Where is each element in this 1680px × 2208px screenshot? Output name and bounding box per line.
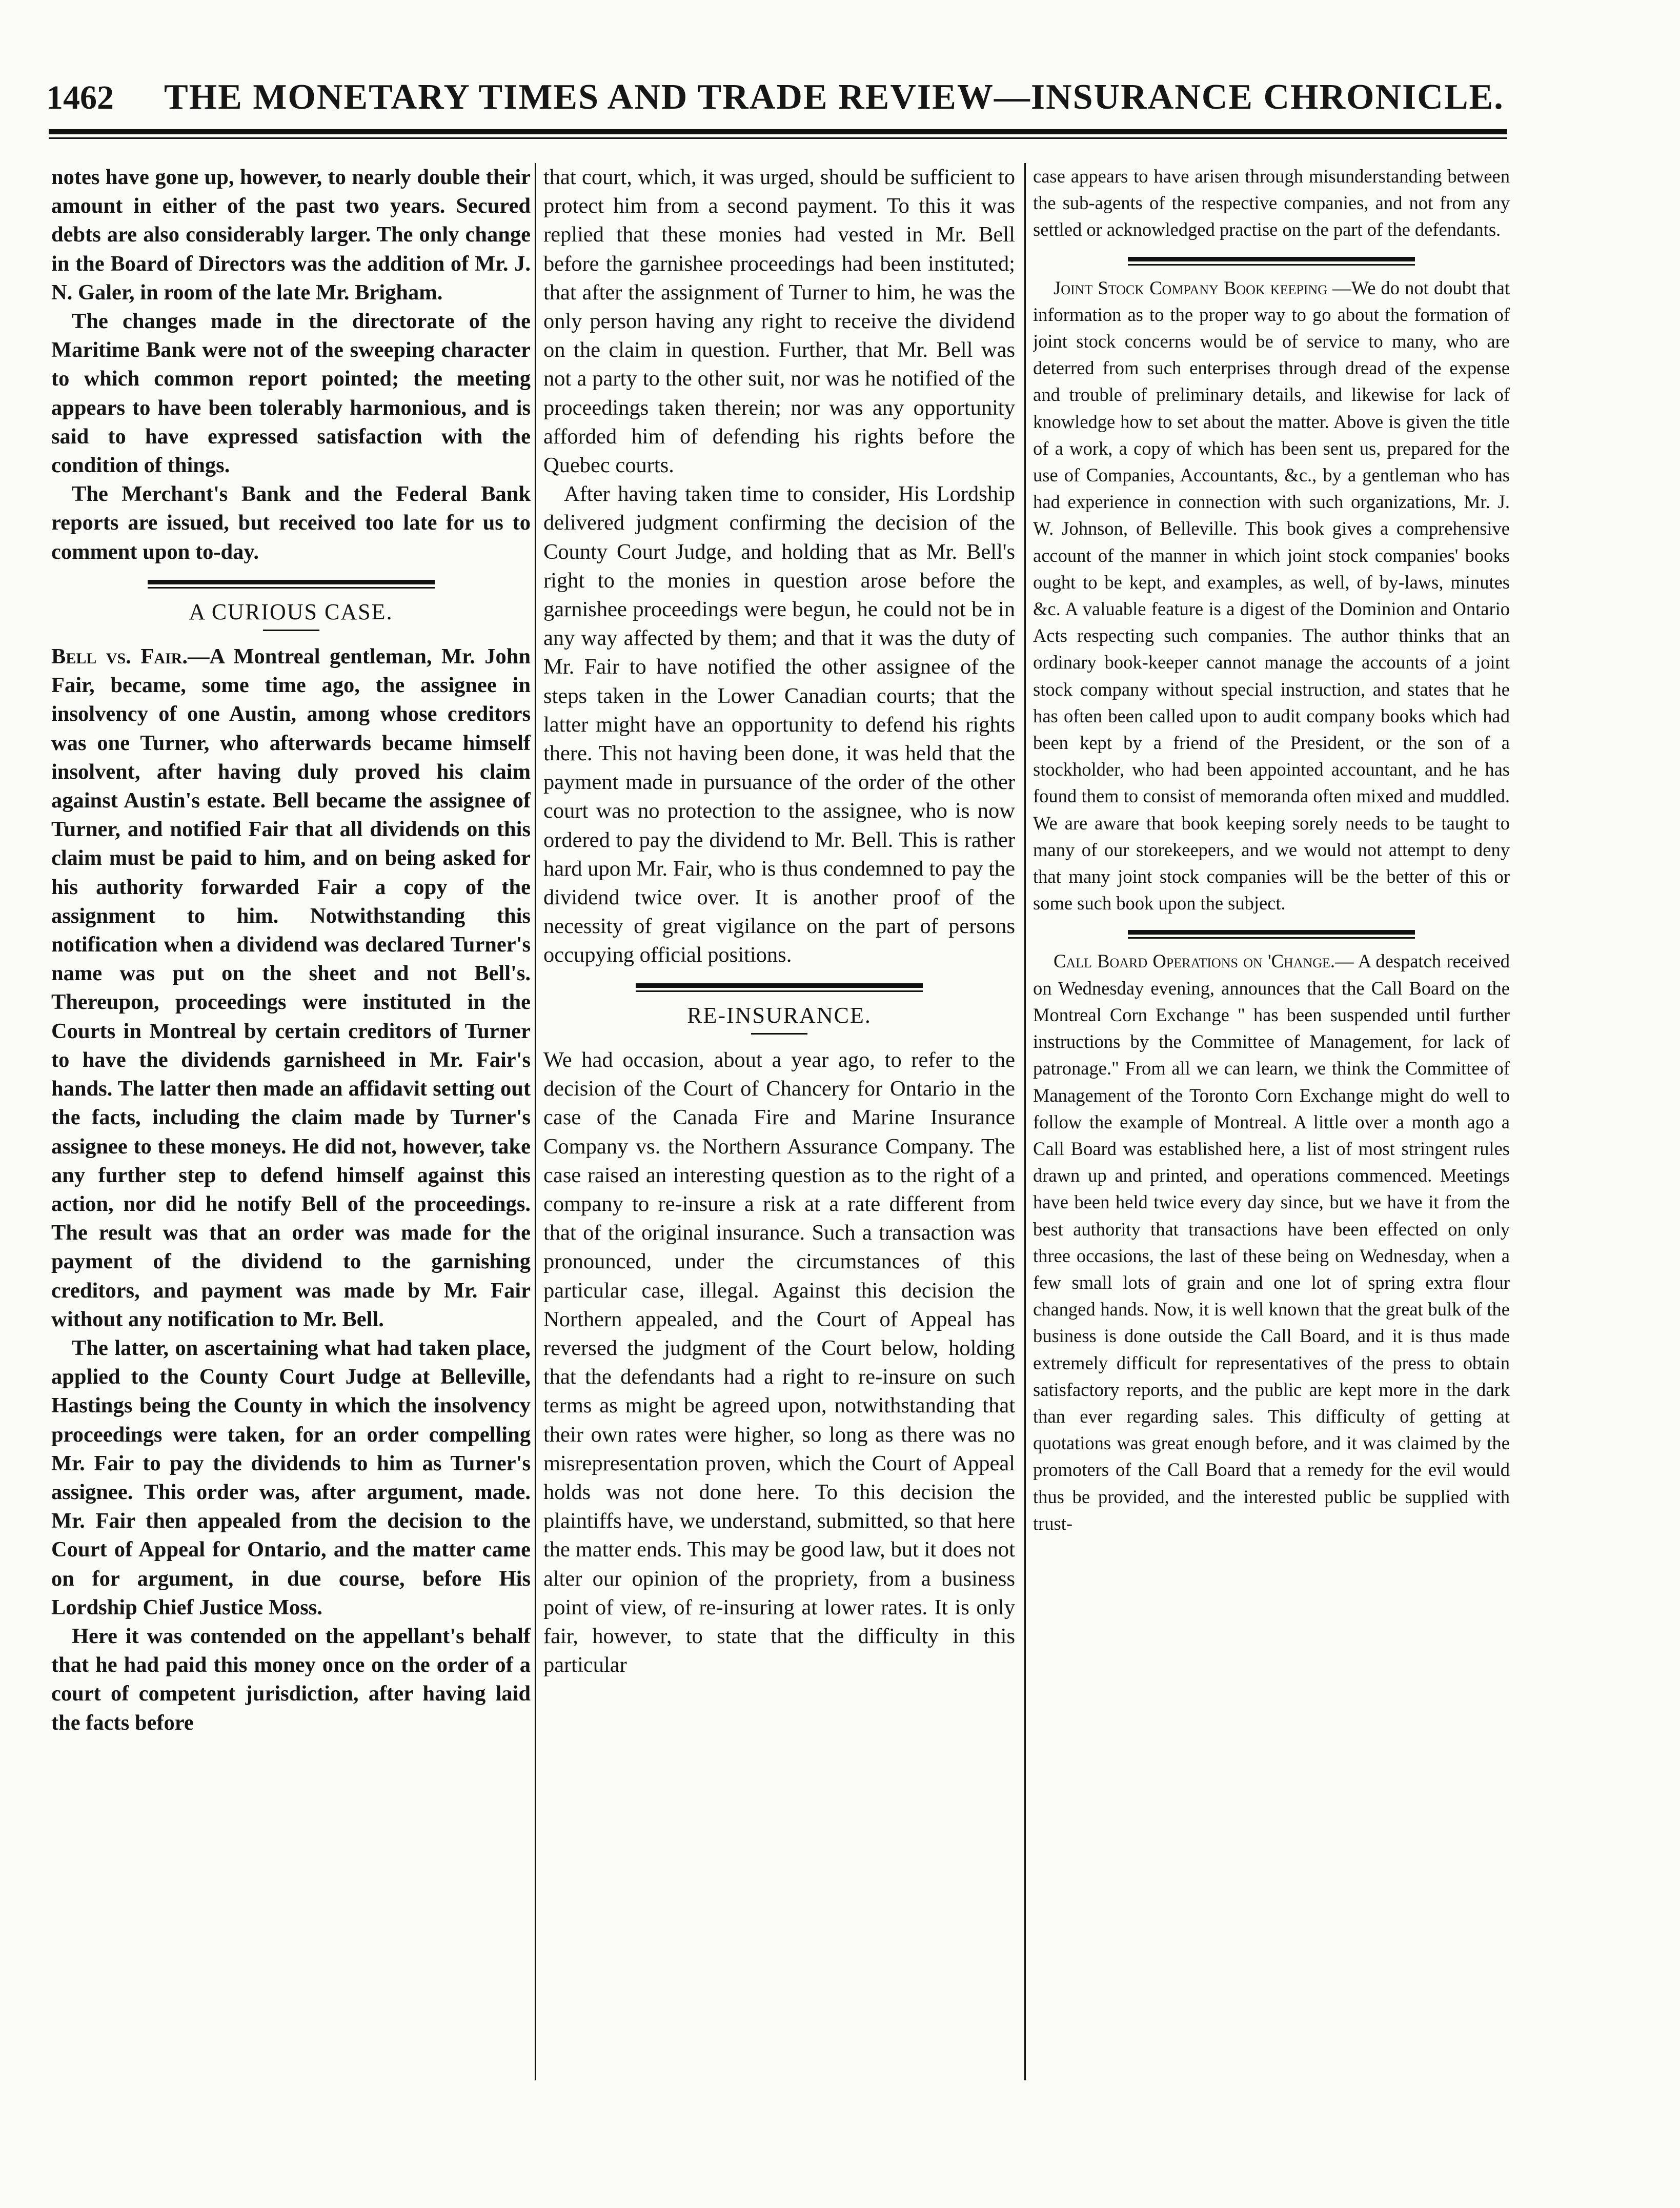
section-heading: RE-INSURANCE. xyxy=(687,1002,872,1028)
page-number: 1462 xyxy=(46,79,114,116)
case-title: Bell vs. Fair. xyxy=(51,644,188,669)
paragraph xyxy=(1033,948,1510,1536)
paragraph-text: —We do not doubt that information as to the proper way to go about the formation of joint stock concerns would be of service to many, who are deterred from such enterprises through dread of the expense and trouble of preliminary details, and likewise for lack of knowledge how to set about the matter. Above is given the title of a work, a copy of which has been sent us, prepared for the use of Companies, Accountants, &c., by a gentleman who has had experience in connection with such organizations, Mr. J. W. Johnson, of Belleville. This book gives a comprehensive account of the manner in which joint stock companies' books ought to be kept, and examples, as well, of by-laws, minutes &c. A valuable feature is a digest of the Dominion and Ontario Acts respecting such companies. The author thinks that an ordinary book-keeper cannot manage the accounts of a joint stock company without special instruction, and states that he has often been called upon to audit company books which had been kept by a friend of the President, or the son of a stockholder, who had been appointed accountant, and he has found them to consist of memoranda often mixed and muddled. We are aware that book keeping sorely needs to be taught to many of our storekeepers, and we would not attempt to deny that many joint stock companies will be the better of this or some such book upon the subject. xyxy=(1033,277,1510,914)
page-header xyxy=(46,77,1512,133)
paragraph: The changes made in the directorate of the Maritime Bank were not of the sweeping character to which common report pointed; the meeting appears to have been tolerably harmonious, and is said to have expressed satisfaction with the condition of things. xyxy=(51,309,531,478)
section-heading: A CURIOUS CASE. xyxy=(189,599,393,624)
paragraph-lead: Joint Stock Company Book keeping xyxy=(1054,277,1328,298)
heading-rule xyxy=(263,630,319,631)
journal-title: THE MONETARY TIMES AND TRADE REVIEW—INSURANCE CHRONICLE. xyxy=(164,77,1504,117)
heading-rule xyxy=(751,1033,807,1035)
column-divider xyxy=(1024,163,1026,2080)
paragraph: The Merchant's Bank and the Federal Bank reports are issued, but received too late for us to comment upon to-day. xyxy=(51,482,531,564)
paragraph xyxy=(1033,275,1510,917)
paragraph-text: —A Montreal gentleman, Mr. John Fair, became, some time ago, the assignee in insolvency of one Austin, among whose creditors was one Turner, who afterwards became himself insolvent, after having duly proved his claim against Austin's estate. Bell became the assignee of Turner, and notified Fair that all dividends on this claim must be paid to him, and on being asked for his authority forwarded Fair a copy of the assignment to him. Notwithstanding this notification when a dividend was declared Turner's name was put on the sheet and not Bell's. Thereupon, proceedings were instituted in the Courts in Montreal by certain creditors of Turner to have the dividends garnisheed in Mr. Fair's hands. The latter then made an affidavit setting out the facts, including the claim made by Turner's assignee to these moneys. He did not, however, take any further step to defend himself against this action, nor did he notify Bell of the proceedings. The result was that an order was made for the payment of the dividend to the garnishing creditors, and payment was made by Mr. Fair without any notification to Mr. Bell. xyxy=(51,644,531,1331)
column-2 xyxy=(543,163,1015,2080)
paragraph: notes have gone up, however, to nearly double their amount in either of the past two years. Secured debts are also considerably larger. The only change in the Board of Directors was the addition of Mr. J. N. Galer, in room of the late Mr. Brigham. xyxy=(51,165,531,305)
paragraph: After having taken time to consider, His Lordship delivered judgment confirming the decision of the County Court Judge, and holding that as Mr. Bell's right to the monies in question arose before the garnishee proceedings were begun, he could not be in any way affected by them; and that it was the duty of Mr. Fair to have notified the other assignee of the steps taken in the Lower Canadian courts; that the latter might have an opportunity to defend his rights there. This not having been done, it was held that the payment made in pursuance of the order of the other court was no protection to the assignee, who is now ordered to pay the dividend to Mr. Bell. This is rather hard upon Mr. Fair, who is thus condemned to pay the dividend twice over. It is another proof of the necessity of great vigilance on the part of persons occupying official positions. xyxy=(543,482,1015,967)
header-rule xyxy=(49,129,1507,139)
paragraph: We had occasion, about a year ago, to refer to the decision of the Court of Chancery for Ontario in the case of the Canada Fire and Marine Insurance Company vs. the Northern Assurance Company. The case raised an interesting question as to the right of a company to re-insure a risk at a rate different from that of the original insurance. Such a transaction was pronounced, under the circumstances of this particular case, illegal. Against this decision the Northern appealed, and the Court of Appeal has reversed the judgment of the Court below, holding that the defendants had a right to re-insure on such terms as might be agreed upon, notwithstanding that their own rates were higher, so long as there was no misrepresentation proven, which the Court of Appeal holds was not done here. To this decision the plaintiffs have, we understand, submitted, so that here the matter ends. This may be good law, but it does not alter our opinion of the propriety, from a business point of view, of re-insuring at lower rates. It is only fair, however, to state that the difficulty in this particular xyxy=(543,1047,1015,1677)
section-divider xyxy=(148,580,435,589)
section-divider xyxy=(636,983,923,992)
paragraph-lead: Call Board Operations on 'Change. xyxy=(1054,950,1335,972)
paragraph xyxy=(51,642,531,1334)
paragraph: The latter, on ascertaining what had taken place, applied to the County Court Judge at Belleville, Hastings being the County in which the insolvency proceedings were taken, for an order compelling Mr. Fair to pay the dividends to him as Turner's assignee. This order was, after argument, made. Mr. Fair then appealed from the decision to the Court of Appeal for Ontario, and the matter came on for argument, in due course, before His Lordship Chief Justice Moss. xyxy=(51,1335,531,1619)
section-divider xyxy=(1128,930,1415,939)
paragraph: Here it was contended on the appellant's behalf that he had paid this money once on the order of a court of competent jurisdiction, after having laid the facts before xyxy=(51,1624,531,1735)
section-divider xyxy=(1128,257,1415,266)
paragraph: that court, which, it was urged, should be sufficient to protect him from a second payment. To this it was replied that these monies had vested in Mr. Bell before the garnishee proceedings had been instituted; that after the assignment of Turner to him, he was the only person having any right to receive the dividend on the claim in question. Further, that Mr. Bell was not a party to the other suit, nor was he notified of the proceedings taken therein; nor was any opportunity afforded him of defending his rights before the Quebec courts. xyxy=(543,165,1015,478)
paragraph: case appears to have arisen through misunderstanding between the sub-agents of the respective companies, and not from any settled or acknowledged practise on the part of the defendants. xyxy=(1033,166,1510,240)
column-divider xyxy=(535,163,536,2080)
paragraph-text: — A despatch received on Wednesday evening, announces that the Call Board on the Montreal Corn Exchange " has been suspended until further instructions by the Committee of Management, for lack of patronage." From all we can learn, we think the Committee of Management of the Toronto Corn Exchange might do well to follow the example of Montreal. A little over a month ago a Call Board was established here, a list of most stringent rules drawn up and printed, and operations commenced. Meetings have been held twice every day since, but we have it from the best authority that transactions have been effected on only three occasions, the last of these being on Wednesday, when a few small lots of grain and one lot of spring extra flour changed hands. Now, it is well known that the great bulk of the business is done outside the Call Board, and it is thus made extremely difficult for representatives of the press to obtain satisfactory reports, and the public are kept more in the dark than ever regarding sales. This difficulty of getting at quotations was great enough before, and it was claimed by the promoters of the Call Board that a remedy for the evil would thus be provided, and the interested public be supplied with trust- xyxy=(1033,950,1510,1534)
column-3 xyxy=(1033,163,1510,2080)
column-1 xyxy=(51,163,531,2080)
